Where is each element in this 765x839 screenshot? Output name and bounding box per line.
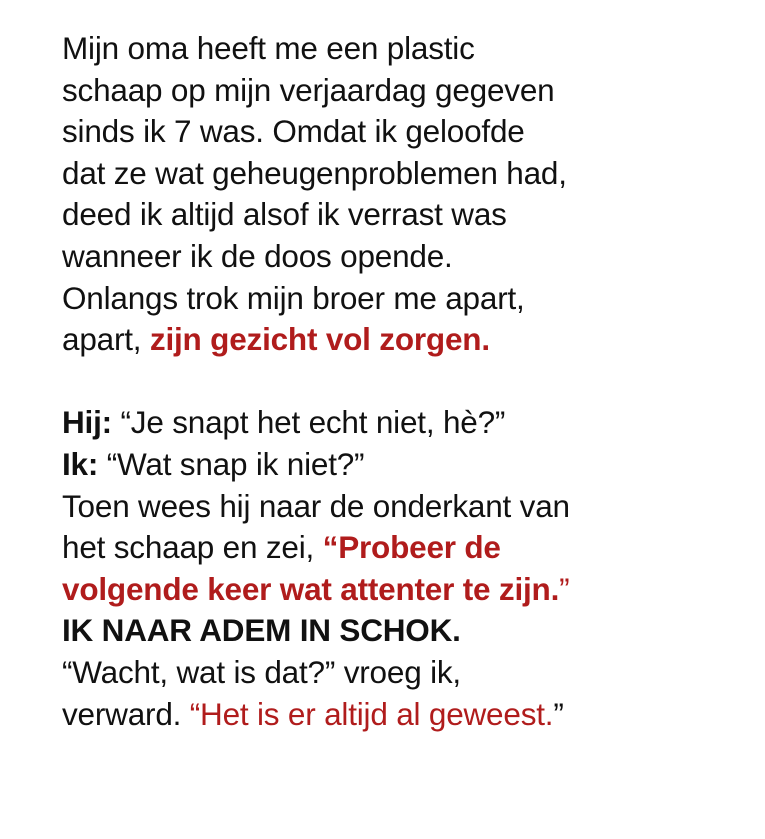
dialogue-line-6-shock: IK NAAR ADEM IN SCHOK. — [62, 612, 461, 649]
dialogue-line-8 — [62, 694, 752, 736]
story-text — [62, 28, 752, 735]
story-line-8-plain: apart, — [62, 321, 150, 358]
speaker-hij-label: Hij: — [62, 404, 112, 441]
story-line-8 — [62, 319, 752, 361]
dialogue-ik-line — [62, 444, 752, 486]
speaker-ik-label: Ik: — [62, 445, 99, 482]
dialogue-line-8-highlight: “Het is er altijd al geweest. — [189, 695, 554, 732]
story-line-2: schaap op mijn verjaardag gegeven — [62, 71, 555, 108]
speaker-ik-text: “Wat snap ik niet?” — [98, 445, 365, 482]
dialogue-line-7: “Wacht, wat is dat?” vroeg ik, — [62, 653, 461, 690]
story-line-6: wanneer ik de doos opende. — [62, 237, 453, 274]
story-line-7: Onlangs trok mijn broer me apart, — [62, 279, 525, 316]
story-line-5: deed ik altijd alsof ik verrast was — [62, 196, 507, 233]
dialogue-line-4-plain: het schaap en zei, — [62, 529, 323, 566]
paragraph-gap — [62, 361, 752, 403]
story-line-3: sinds ik 7 was. Omdat ik geloofde — [62, 113, 525, 150]
story-line-1: Mijn oma heeft me een plastic — [62, 30, 475, 66]
story-line-4: dat ze wat geheugenproblemen had, — [62, 154, 567, 191]
dialogue-line-4 — [62, 527, 752, 569]
story-line-8-highlight: zijn gezicht vol zorgen. — [149, 321, 490, 358]
dialogue-line-8-plain: verward. — [62, 695, 190, 732]
dialogue-line-5-highlight: volgende keer wat attenter te zijn. — [62, 570, 560, 607]
dialogue-hij-line — [62, 402, 752, 444]
dialogue-line-4-highlight: “Probeer de — [322, 529, 501, 566]
dialogue-line-5 — [62, 569, 752, 611]
dialogue-line-3: Toen wees hij naar de onderkant van — [62, 487, 570, 524]
dialogue-line-8-quote: ” — [553, 695, 564, 732]
speaker-hij-text: “Je snapt het echt niet, hè?” — [111, 404, 506, 441]
dialogue-line-5-quote: ” — [559, 570, 570, 607]
